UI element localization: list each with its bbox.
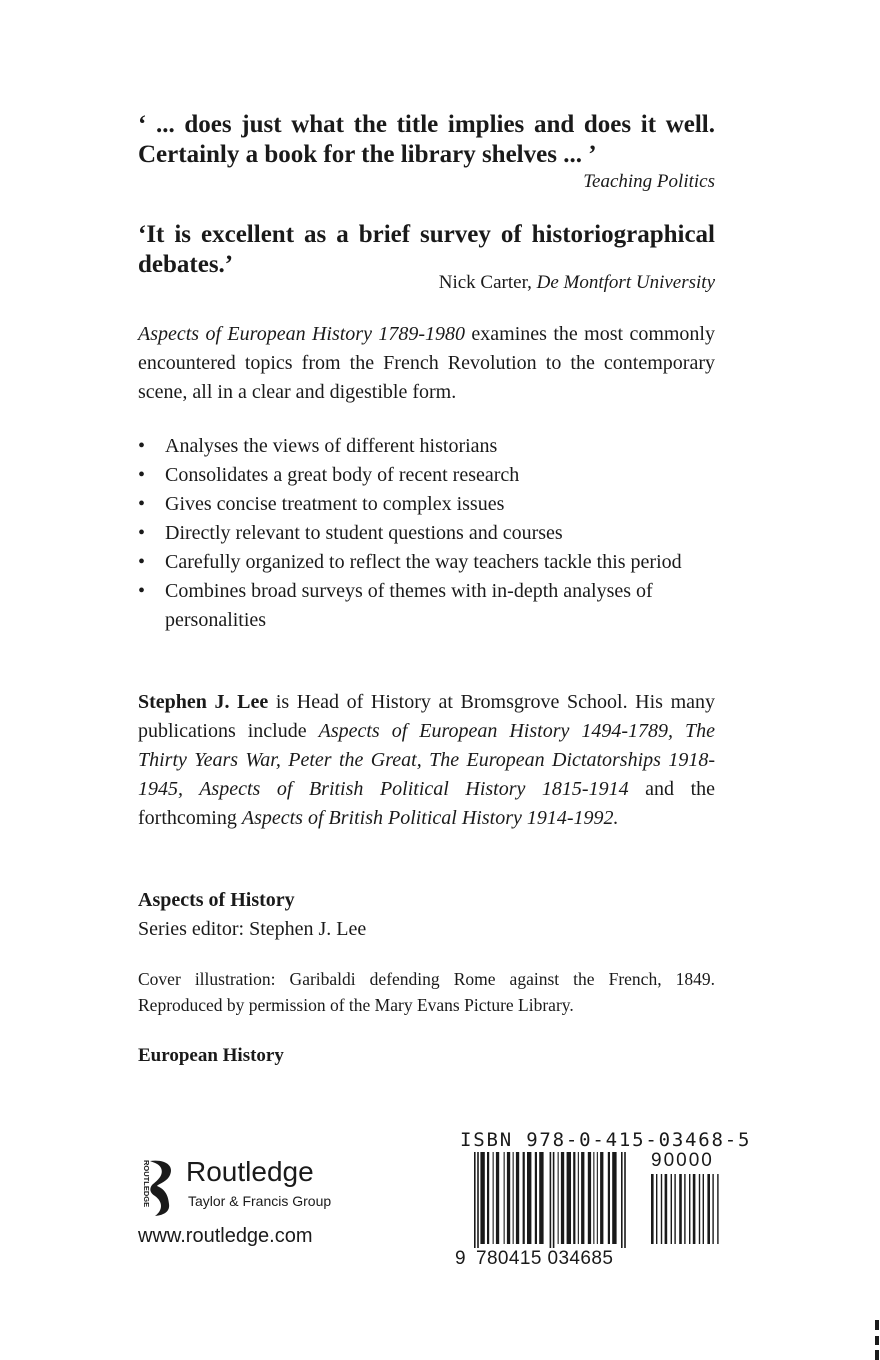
barcode-addon-bar [707,1174,710,1244]
review-source-2-name: Nick Carter, [438,272,537,293]
cover-credit: Cover illustration: Garibaldi defending Rome against the French, 1849. Reproduced by permission of the Mary Evans Picture Library. [138,969,715,1015]
author-forthcoming-work: Aspects of British Political History 1914-1992. [241,807,619,829]
book-title: Aspects of European History 1789-1980 [138,323,466,345]
barcode-addon-bar [684,1174,685,1244]
feature-item: • Carefully organized to reflect the way teachers tackle this period [138,548,715,577]
publisher-website: www.routledge.com [138,1225,313,1247]
barcode-addon-bar [671,1174,672,1244]
barcode-guard-bar [477,1152,479,1248]
review-source-2-institution: De Montfort University [536,272,715,293]
feature-list [138,432,715,635]
review-source-1 [583,170,715,194]
review-source-1-publication: Teaching Politics [583,171,715,192]
barcode-bar [597,1152,598,1244]
barcode-bar [561,1152,564,1244]
series-title: Aspects of History [138,889,295,911]
barcode-guard-bar [474,1152,476,1248]
feature-item: • Analyses the views of different historians [138,432,715,461]
barcode-bar [600,1152,603,1244]
feature-item: • Gives concise treatment to complex issues [138,490,715,519]
barcode-bar [573,1152,575,1244]
barcode-main-digits: 780415 034685 [476,1248,614,1269]
author-name: Stephen J. Lee [138,691,269,713]
barcode-addon-bar [651,1174,654,1244]
barcode-bar [504,1152,505,1244]
barcode-guard-bar [550,1152,552,1248]
barcode-bar [539,1152,543,1244]
feature-item: • Combines broad surveys of themes with in-depth analyses of personalities [138,577,715,635]
book-description-text: examines the most commonly encountered topics from the French Revolution to the contemporary scene, all in a clear and digestible form. [138,323,715,403]
barcode-bar [567,1152,571,1244]
barcode-guard-bar [553,1152,555,1248]
publisher-name: Routledge [186,1156,314,1187]
barcode-bar [527,1152,531,1244]
publisher-vertical-text: ROUTLEDGE [142,1160,151,1208]
review-source-2 [439,271,715,295]
barcode-addon-bar [689,1174,690,1244]
barcode-bar [593,1152,594,1244]
feature-item: • Consolidates a great body of recent research [138,461,715,490]
barcode-bar [578,1152,579,1244]
publisher-group: Taylor & Francis Group [188,1193,332,1209]
author-bio-text: is Head of History at Bromsgrove School. His many publications include [138,691,716,742]
barcode-bar [581,1152,584,1244]
barcode-bar [523,1152,525,1244]
crop-edge-mark [871,1312,880,1360]
barcode-lead-digit: 9 [455,1248,466,1269]
subject-category: European History [138,1045,284,1066]
barcode-bar [493,1152,494,1244]
review-quote-2: ‘It is excellent as a brief survey of historiographical debates.’ [138,221,715,278]
book-description [138,320,715,407]
review-quote-1: ‘ ... does just what the title implies and does it well. Certainly a book for the library shelves ... ’ [138,111,715,168]
barcode-bar [516,1152,519,1244]
barcode-bar [588,1152,591,1244]
barcode-addon-bar [661,1174,662,1244]
publisher-logo [138,1156,358,1220]
barcode-guard-bar [621,1152,623,1248]
barcode-bar [513,1152,514,1244]
barcode-bar [535,1152,537,1244]
isbn-text: ISBN 978-0-415-03468-5 [460,1129,752,1151]
barcode-bar [496,1152,499,1244]
barcode-bar [480,1152,484,1244]
barcode-addon-bar [679,1174,682,1244]
routledge-r-logo-icon [138,1158,184,1216]
barcode-bar [507,1152,510,1244]
feature-item: • Directly relevant to student questions and courses [138,519,715,548]
barcode-bar [487,1152,489,1244]
series-editor: Series editor: Stephen J. Lee [138,918,367,940]
isbn-barcode [452,1128,752,1278]
barcode-addon-bar [703,1174,704,1244]
barcode-addon-bar [717,1174,718,1244]
author-works: Aspects of European History 1494-1789, The Thirty Years War, Peter the Great, The European Dictatorships 1918-1945, Aspects of British Political History 1815-1914 [138,720,715,800]
barcode-addon-bar [665,1174,668,1244]
barcode-bar [558,1152,559,1244]
barcode-bar [608,1152,610,1244]
barcode-addon-bar [674,1174,675,1244]
barcode-guard-bar [624,1152,626,1248]
barcode-addon-bar [656,1174,657,1244]
price-code: 90000 [651,1150,714,1171]
author-bio-text-2: and the forthcoming [138,778,716,829]
barcode-bar [612,1152,616,1244]
barcode-addon-bar [693,1174,696,1244]
barcode-addon-bar [699,1174,700,1244]
author-bio [138,688,715,833]
barcode-addon-bar [712,1174,713,1244]
